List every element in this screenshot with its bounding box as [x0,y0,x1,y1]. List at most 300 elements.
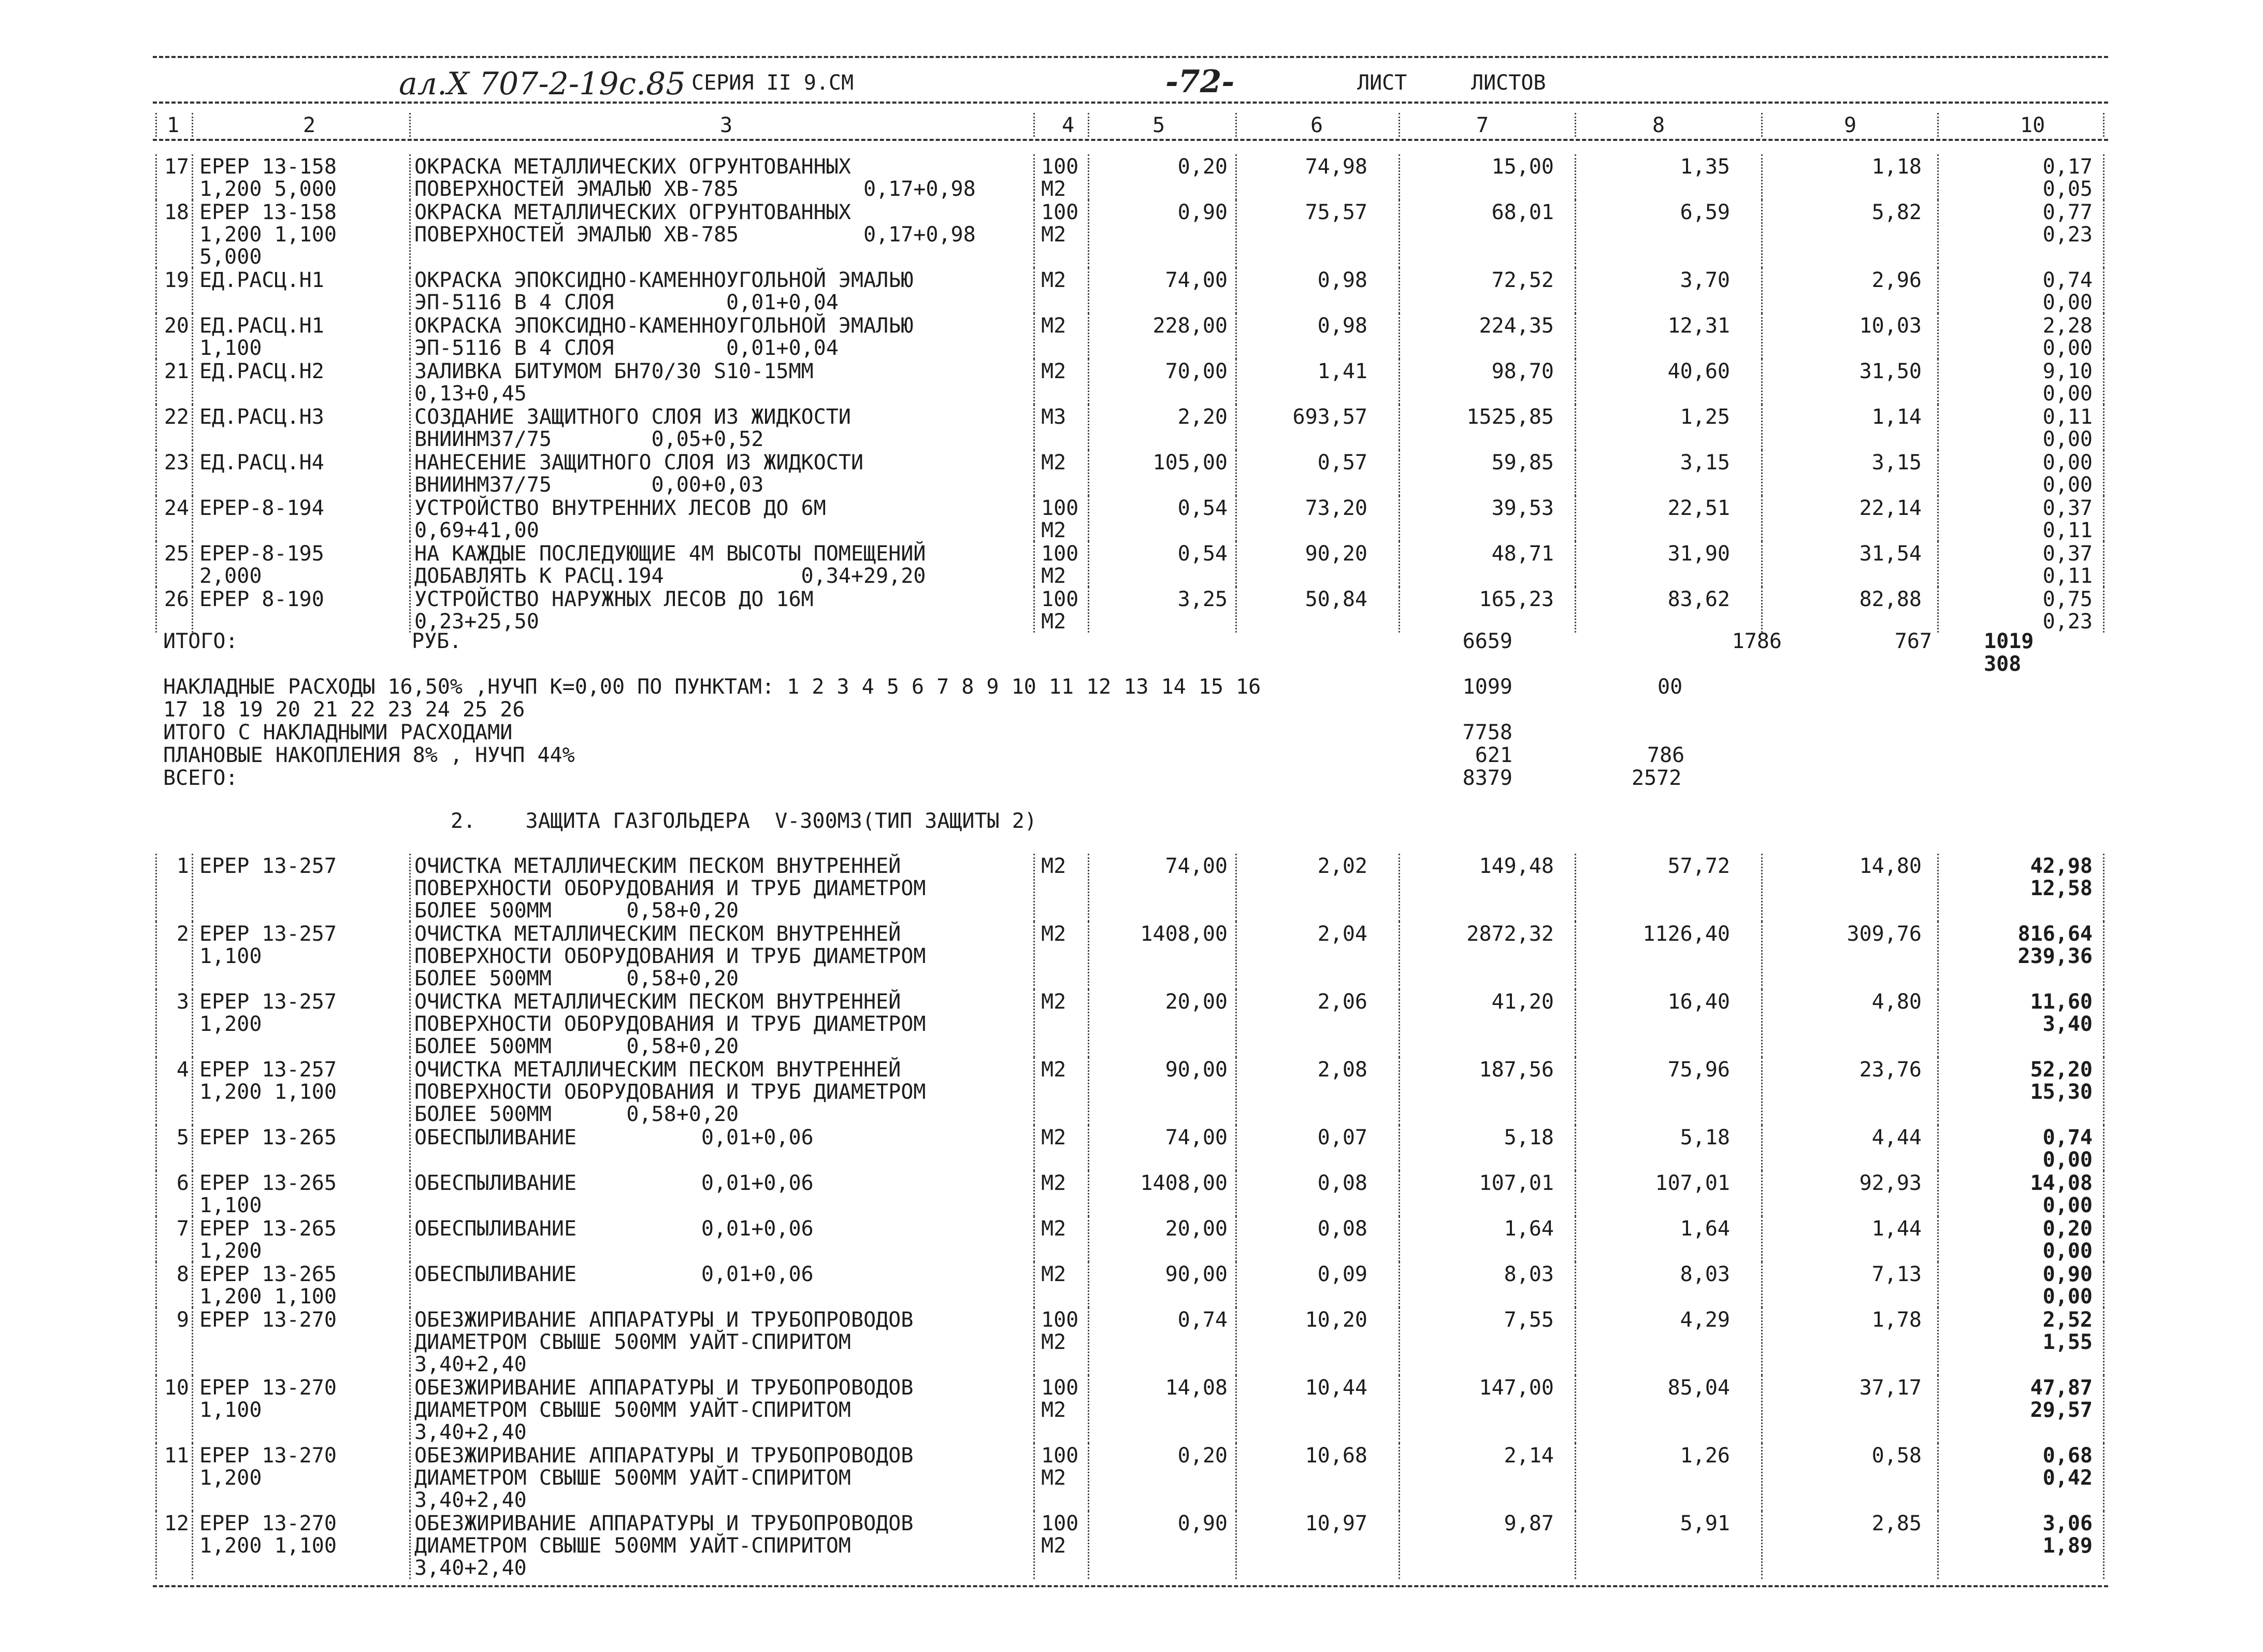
row-col9: 37,17 [1859,1376,1922,1400]
row-number: 22 [164,405,189,429]
column-separator [1761,154,1763,200]
column-separator [409,587,411,633]
column-separator [1235,989,1237,1057]
column-separator [1033,1125,1035,1171]
row-col7-total: 68,01 [1491,200,1554,224]
planned-col8: 786 [1647,743,1685,767]
row-description: ПОВЕРХНОСТИ ОБОРУДОВАНИЯ И ТРУБ ДИАМЕТРОМ [414,1080,926,1104]
row-col9: 1,14 [1871,405,1922,429]
column-separator [1235,359,1237,405]
row-code: 1,200 1,100 [199,1285,337,1309]
row-col8: 22,51 [1667,496,1730,520]
row-description: ОКРАСКА МЕТАЛЛИЧЕСКИХ ОГРУНТОВАННЫХ [414,200,851,224]
row-code: ЕРЕР 13-257 [199,922,337,946]
column-separator [155,405,157,450]
row-col10: 0,74 [2042,268,2093,292]
column-separator [1235,541,1237,587]
row-unit: М2 [1041,451,1066,475]
column-separator [192,405,193,450]
row-unit: М2 [1041,854,1066,878]
column-separator [1575,1216,1576,1262]
column-separator [409,268,411,313]
row-code: 1,100 [199,944,262,968]
row-col9: 7,13 [1871,1262,1922,1286]
row-description: ДОБАВЛЯТЬ К РАСЦ.194 0,34+29,20 [414,564,926,588]
column-separator [1937,154,1939,200]
column-number-9: 9 [1844,113,1857,137]
overhead-col7: 1099 [1462,675,1512,699]
column-separator [1399,1171,1400,1216]
column-separator [192,1125,193,1171]
row-col10: 0,23 [2042,610,2093,634]
column-separator [1761,313,1763,359]
total-label: ИТОГО: [163,629,238,653]
row-col7-total: 187,56 [1479,1058,1554,1082]
column-separator [155,450,157,496]
row-col10: 2,28 [2042,314,2093,338]
column-separator [192,1262,193,1308]
section-2-title: 2. ЗАЩИТА ГАЗГОЛЬДЕРА V-300М3(ТИП ЗАЩИТЫ 2) [451,809,1037,833]
total-col10-line2: 308 [1984,652,2022,676]
row-description: НА КАЖДЫЕ ПОСЛЕДУЮЩИЕ 4М ВЫСОТЫ ПОМЕЩЕНИЙ [414,542,926,566]
row-code: 1,200 5,000 [199,177,337,201]
column-separator [1033,989,1035,1057]
column-separator [1033,1057,1035,1125]
row-col5-quantity: 0,20 [1177,155,1228,179]
column-separator [1088,854,1089,922]
row-col9: 0,58 [1871,1444,1922,1468]
column-separator [155,922,157,989]
row-col5-quantity: 90,00 [1165,1058,1228,1082]
column-separator [2103,854,2105,922]
column-separator [1575,989,1576,1057]
row-col10: 0,00 [2042,291,2093,314]
row-col7-total: 224,35 [1479,314,1554,338]
row-col9: 1,44 [1871,1217,1922,1241]
column-separator [1033,1443,1035,1511]
column-separator [1761,922,1763,989]
row-description: 0,13+0,45 [414,382,527,406]
row-col9: 14,80 [1859,854,1922,878]
grand-total-col7: 8379 [1462,766,1512,790]
row-col7-total: 41,20 [1491,990,1554,1014]
column-separator [155,113,157,137]
column-separator [409,200,411,268]
row-col5-quantity: 2,20 [1177,405,1228,429]
row-unit: М2 [1041,1126,1066,1150]
column-separator [2103,1216,2105,1262]
bottom-rule [153,1585,2108,1587]
row-col10: 0,00 [2042,1239,2093,1263]
column-separator [1575,268,1576,313]
column-separator [1761,989,1763,1057]
column-separator [1033,922,1035,989]
column-separator [1235,1308,1237,1375]
row-col10: 0,90 [2042,1262,2093,1286]
row-col10: 14,08 [2030,1171,2093,1195]
column-number-3: 3 [720,113,733,137]
row-col5-quantity: 228,00 [1152,314,1228,338]
row-description: 0,69+41,00 [414,519,539,542]
row-col7-total: 5,18 [1504,1126,1554,1150]
column-separator [1033,200,1035,268]
row-number: 21 [164,360,189,383]
row-col8: 83,62 [1667,587,1730,611]
row-code: ЕРЕР 13-158 [199,155,337,179]
column-separator [1761,359,1763,405]
column-separator [1235,854,1237,922]
column-separator [1575,854,1576,922]
row-col5-quantity: 0,90 [1177,200,1228,224]
row-col10: 0,11 [2042,519,2093,542]
row-col9: 92,93 [1859,1171,1922,1195]
column-separator [192,1443,193,1511]
column-separator [1235,1216,1237,1262]
column-separator [1088,1511,1089,1579]
column-separator [409,113,411,137]
row-col6-unit-price: 10,68 [1305,1444,1367,1468]
column-separator [2103,1443,2105,1511]
column-separator [1235,1125,1237,1171]
row-description: 3,40+2,40 [414,1488,527,1512]
row-code: ЕРЕР 13-257 [199,1058,337,1082]
row-description: 3,40+2,40 [414,1353,527,1376]
column-separator [1088,922,1089,989]
column-separator [155,1262,157,1308]
row-col9: 4,44 [1871,1126,1922,1150]
row-col8: 1,26 [1680,1444,1730,1468]
column-separator [155,1171,157,1216]
row-description: БОЛЕЕ 500ММ 0,58+0,20 [414,1035,739,1058]
row-col6-unit-price: 1,41 [1317,360,1367,383]
row-col9: 82,88 [1859,587,1922,611]
column-separator [2103,1125,2105,1171]
column-separator [1235,922,1237,989]
column-separator [192,313,193,359]
column-separator [1575,154,1576,200]
column-separator [155,1443,157,1511]
row-description: ЭП-5116 В 4 СЛОЯ 0,01+0,04 [414,291,839,314]
column-separator [192,854,193,922]
row-col10: 52,20 [2030,1058,2093,1082]
row-col8: 4,29 [1680,1308,1730,1332]
row-code: 2,000 [199,564,262,588]
column-separator [1033,359,1035,405]
row-code: ЕД.РАСЦ.Н2 [199,360,324,383]
column-separator [409,1057,411,1125]
row-description: ОЧИСТКА МЕТАЛЛИЧЕСКИМ ПЕСКОМ ВНУТРЕННЕЙ [414,854,901,878]
column-separator [1088,1216,1089,1262]
row-unit: М2 [1041,1171,1066,1195]
column-separator [1235,113,1237,137]
total-col7: 6659 [1462,629,1512,653]
total-col10-line1: 1019 [1984,629,2034,653]
row-col5-quantity: 0,74 [1177,1308,1228,1332]
column-separator [1937,113,1939,137]
row-col10: 0,00 [2042,1148,2093,1172]
column-separator [1761,113,1763,137]
column-separator [1575,200,1576,268]
row-description: ОБЕСПЫЛИВАНИЕ 0,01+0,06 [414,1262,814,1286]
column-separator [1399,1125,1400,1171]
row-unit: М2 [1041,1466,1066,1490]
column-separator [1575,1171,1576,1216]
row-col9: 23,76 [1859,1058,1922,1082]
row-unit: 100 [1041,1376,1079,1400]
row-unit: М2 [1041,610,1066,634]
row-description: ЭП-5116 В 4 СЛОЯ 0,01+0,04 [414,336,839,360]
row-col7-total: 147,00 [1479,1376,1554,1400]
row-col8: 1,35 [1680,155,1730,179]
column-separator [1235,405,1237,450]
grand-total-label: ВСЕГО: [163,766,238,790]
row-col10: 12,58 [2030,877,2093,900]
column-separator [409,496,411,541]
row-col9: 4,80 [1871,990,1922,1014]
column-separator [192,1375,193,1443]
column-separator [1033,405,1035,450]
row-description: ПОВЕРХНОСТИ ОБОРУДОВАНИЯ И ТРУБ ДИАМЕТРОМ [414,944,926,968]
row-col10: 0,75 [2042,587,2093,611]
row-description: ЗАЛИВКА БИТУМОМ БН70/30 S10-15ММ [414,360,814,383]
row-col10: 0,00 [2042,451,2093,475]
column-separator [2103,587,2105,633]
row-description: ВНИИНМ37/75 0,05+0,52 [414,427,764,451]
column-separator [2103,496,2105,541]
column-separator [409,1262,411,1308]
column-separator [1575,450,1576,496]
column-separator [1761,854,1763,922]
row-col6-unit-price: 10,97 [1305,1512,1367,1535]
row-description: ОЧИСТКА МЕТАЛЛИЧЕСКИМ ПЕСКОМ ВНУТРЕННЕЙ [414,1058,901,1082]
total-col9: 767 [1894,629,1932,653]
column-separator [1088,1443,1089,1511]
column-separator [1937,541,1939,587]
row-number: 6 [176,1171,189,1195]
sheets-label: ЛИСТОВ [1471,71,1546,95]
row-code: 1,200 1,100 [199,223,337,247]
column-header-rule [153,139,2108,141]
column-separator [192,989,193,1057]
column-separator [1088,450,1089,496]
row-col9: 3,15 [1871,451,1922,475]
column-separator [1399,1262,1400,1308]
row-number: 20 [164,314,189,338]
column-separator [1937,989,1939,1057]
column-separator [1399,1308,1400,1375]
row-col5-quantity: 3,25 [1177,587,1228,611]
row-code: ЕД.РАСЦ.Н4 [199,451,324,475]
column-separator [1761,200,1763,268]
row-col10: 0,17 [2042,155,2093,179]
column-separator [1761,268,1763,313]
row-code: ЕД.РАСЦ.Н3 [199,405,324,429]
column-separator [1088,1375,1089,1443]
row-col10: 0,00 [2042,473,2093,497]
row-col5-quantity: 1408,00 [1140,922,1228,946]
row-number: 18 [164,200,189,224]
row-unit: М2 [1041,314,1066,338]
row-number: 17 [164,155,189,179]
row-col10: 1,55 [2042,1330,2093,1354]
column-separator [1937,922,1939,989]
row-unit: М2 [1041,1398,1066,1422]
column-separator [1937,496,1939,541]
row-col8: 1,25 [1680,405,1730,429]
row-number: 19 [164,268,189,292]
row-col7-total: 7,55 [1504,1308,1554,1332]
row-number: 10 [164,1376,189,1400]
column-number-7: 7 [1476,113,1489,137]
row-col10: 0,20 [2042,1217,2093,1241]
column-separator [2103,1057,2105,1125]
row-col10: 0,00 [2042,336,2093,360]
row-code: 1,100 [199,336,262,360]
column-separator [1033,450,1035,496]
column-separator [1033,496,1035,541]
row-col10: 0,00 [2042,1194,2093,1217]
row-col8: 40,60 [1667,360,1730,383]
row-col6-unit-price: 10,20 [1305,1308,1367,1332]
column-separator [1088,1125,1089,1171]
row-number: 1 [176,854,189,878]
row-number: 7 [176,1217,189,1241]
row-col6-unit-price: 2,02 [1317,854,1367,878]
row-col10: 9,10 [2042,360,2093,383]
column-separator [1937,405,1939,450]
row-col5-quantity: 90,00 [1165,1262,1228,1286]
column-separator [1937,1308,1939,1375]
row-code: ЕРЕР 13-257 [199,854,337,878]
row-code: 1,200 1,100 [199,1080,337,1104]
overhead-col8: 00 [1657,675,1683,699]
column-separator [409,541,411,587]
row-col5-quantity: 74,00 [1165,268,1228,292]
row-col8: 31,90 [1667,542,1730,566]
column-number-8: 8 [1652,113,1665,137]
row-code: 1,100 [199,1194,262,1217]
page-number: -72- [1165,64,1235,100]
header-rule [153,102,2108,104]
row-description: 0,23+25,50 [414,610,539,634]
column-separator [1937,268,1939,313]
column-separator [2103,1511,2105,1579]
column-separator [1088,496,1089,541]
row-col10: 3,40 [2042,1012,2093,1036]
column-separator [1088,989,1089,1057]
row-col7-total: 8,03 [1504,1262,1554,1286]
column-separator [192,1057,193,1125]
row-col8: 57,72 [1667,854,1730,878]
column-separator [1033,1511,1035,1579]
row-unit: М2 [1041,1330,1066,1354]
row-description: СОЗДАНИЕ ЗАЩИТНОГО СЛОЯ ИЗ ЖИДКОСТИ [414,405,851,429]
column-separator [155,1057,157,1125]
column-separator [1399,854,1400,922]
column-separator [1399,587,1400,633]
column-separator [1088,1262,1089,1308]
row-col5-quantity: 0,54 [1177,496,1228,520]
row-col7-total: 9,87 [1504,1512,1554,1535]
column-separator [155,496,157,541]
row-description: БОЛЕЕ 500ММ 0,58+0,20 [414,899,739,923]
column-separator [1399,359,1400,405]
row-unit: М2 [1041,1058,1066,1082]
column-separator [1761,1262,1763,1308]
row-description: ОБЕСПЫЛИВАНИЕ 0,01+0,06 [414,1126,814,1150]
column-separator [2103,922,2105,989]
column-separator [409,854,411,922]
row-col8: 1,64 [1680,1217,1730,1241]
column-separator [1761,405,1763,450]
column-separator [1399,496,1400,541]
row-unit: 100 [1041,542,1079,566]
column-separator [1937,1443,1939,1511]
column-separator [1088,359,1089,405]
column-separator [155,1375,157,1443]
row-col8: 6,59 [1680,200,1730,224]
column-separator [1937,1057,1939,1125]
column-separator [409,1125,411,1171]
column-separator [409,1308,411,1375]
row-unit: М2 [1041,519,1066,542]
column-separator [1761,587,1763,633]
row-description: 3,40+2,40 [414,1556,527,1580]
column-separator [155,1216,157,1262]
row-col7-total: 15,00 [1491,155,1554,179]
row-code: ЕД.РАСЦ.Н1 [199,314,324,338]
column-separator [155,1511,157,1579]
row-description: ОБЕСПЫЛИВАНИЕ 0,01+0,06 [414,1171,814,1195]
row-description: 3,40+2,40 [414,1420,527,1444]
row-description: ВНИИНМ37/75 0,00+0,03 [414,473,764,497]
column-separator [1575,1375,1576,1443]
row-description: БОЛЕЕ 500ММ 0,58+0,20 [414,967,739,990]
row-col6-unit-price: 90,20 [1305,542,1367,566]
column-separator [155,268,157,313]
row-col6-unit-price: 50,84 [1305,587,1367,611]
row-col10: 0,74 [2042,1126,2093,1150]
column-separator [192,154,193,200]
row-unit: М2 [1041,922,1066,946]
column-separator [192,541,193,587]
column-separator [1761,1057,1763,1125]
column-separator [1761,1511,1763,1579]
column-separator [1399,1375,1400,1443]
column-separator [1937,1511,1939,1579]
column-separator [155,200,157,268]
column-separator [1575,359,1576,405]
column-separator [1033,268,1035,313]
row-col9: 2,96 [1871,268,1922,292]
row-col7-total: 2872,32 [1466,922,1554,946]
column-separator [409,450,411,496]
column-separator [155,854,157,922]
row-col8: 5,91 [1680,1512,1730,1535]
column-separator [1575,1125,1576,1171]
row-col8: 3,15 [1680,451,1730,475]
row-description: ДИАМЕТРОМ СВЫШЕ 500ММ УАЙТ-СПИРИТОМ [414,1534,851,1558]
column-separator [192,200,193,268]
column-separator [192,922,193,989]
column-separator [1761,541,1763,587]
column-separator [409,1511,411,1579]
column-separator [192,359,193,405]
row-description: ПОВЕРХНОСТИ ОБОРУДОВАНИЯ И ТРУБ ДИАМЕТРОМ [414,877,926,900]
column-separator [1937,200,1939,268]
column-separator [1399,922,1400,989]
row-col7-total: 39,53 [1491,496,1554,520]
